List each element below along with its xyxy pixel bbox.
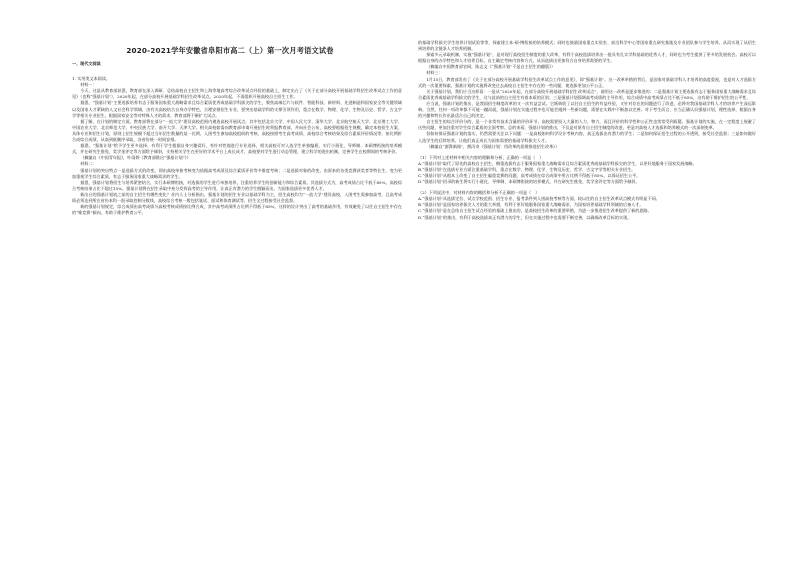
- left-paragraph: 据悉，“强基计划”主要选拔培养有志于服务国家重大战略需求且综合素质优秀或基础学科拔尖的学生，聚焦高端芯片与软件、智能科技、新材料、先进制造和国家安全等关键领域以及国家人才紧缺的人文社会科学领域，由有关高校结合自身办学特色，合理安排招生专业，要突出基础学科的支撑引领作用，重点在数学、物理、化学、生物及历史、哲学、古文字学等相关专业招生。根据国家安全等对特殊人才的需求，教育部将不断扩大试点。: [72, 100, 402, 118]
- answer-option-d: D.“强基计划”招录的新生将实行小班化、导师制、本硕博衔接的培养模式，并在研究生推免、奖学金评定等方面给予倾斜。: [418, 179, 640, 185]
- answer-option-b: B.“强基计划”在选拔专业方面注重基础学科，重点在数学、物理、化学、生物及历史、哲学、古文字学等相关专业招生。: [418, 166, 636, 172]
- source-citation: （摘编自《中国青年报》，叶雨婷《教育部推出“强基计划”》）: [80, 155, 191, 161]
- material-label: 材料二：: [80, 161, 97, 167]
- answer-option-b: B.“强基计划”是国家培养拔尖人才的重大举措，有利于更好地服务国家重大战略需求，为国家培养基础学科领域的后备人才。: [418, 202, 644, 208]
- material-label: 材料三：: [426, 70, 443, 76]
- right-paragraph: 探索多元录取机制，实施“强基计划”，是对现行高校招生制度的重大改革，有利于高校选拔培养出一批具有扎实学科基础的优秀人才，同时也为考生提供了更多的发展机会。高校可以根据自身的办学特色和人才培养目标，自主确定考核内容和方式，从而选拔出更加符合自身培养需要的学生。: [418, 52, 756, 64]
- left-paragraph: 今天，这是从教育部获悉，教育部在深入调研、总结高校自主招生和上海等地高考综合改革试点经验的基础上，制定出台了《关于在部分高校开展基础学科招生改革试点工作的意见》（也称“强基计划”），2020年起，在部分高校开展基础学科招生改革试点。2020年起，不再组织开展高校自主招生工作。: [72, 88, 402, 100]
- source-citation: （摘编自“澎湃新闻”，熊丙奇《强基计划：用改革的思维推进招生改革》）: [426, 143, 560, 149]
- exam-title: 2020-2021学年安徽省阜阳市高二（上）第一次月考语文试卷: [126, 46, 334, 55]
- right-paragraph: 应当说，强基计划的推出，是我国招生制度改革的又一次有益尝试。它既吸收了以往自主招生的有益经验，又针对存在的问题进行了改进，必将对我国基础学科人才的培养产生深远影响。当然，任何一项改革都不可能一蹴而就，强基计划在实施过程中也可能会遇到一些新问题，需要在实践中不断加以完善。对于考生而言，应当正确认识强基计划，理性选择，根据自身的兴趣和特长作出最适合自己的决定。: [418, 100, 756, 119]
- left-paragraph: 新的强基计划规定，综合成绩由高考成绩与高校考核成绩按比例合成，其中高考成绩所占比例不得低于85%，这样的设计突出了高考的基础作用，有效避免了以往自主招生中存在的“唯竞赛”倾向，有助于维护教育公平。: [72, 204, 402, 216]
- left-paragraph: 强基计划的突出特点一是选拔方式的改变，即由高校单独考核变为依据高考成绩及综合素质评价等多维度考核；二是选拔对象的改变，由原来的各类竞赛获奖者等特长生，变为更加重视学生综合素质，有志于服务国家重大战略需求的学生。: [72, 167, 402, 179]
- material-label: 材料一：: [80, 82, 97, 88]
- left-paragraph: 据了解，在计划的制定方面，教育部将在部分“一流大学”建设高校范围内遴选高校开展试点，其中包括北京大学、中国人民大学、清华大学、北京航空航天大学、北京理工大学、中国农业大学、北京师范大学、中央民族大学、南开大学、天津大学。相关高校如需向教育部申请开展招生时须报教育部，并向社会公布，高校要根据招生规模，确定本校招生方案、具体专业和招生计划，原则上招生规模不超过当年招生数量的某一比例。入围考生参加高校组织的考核，高校按照考生高考成绩、高校综合考核结果及综合素质评价情况等，按比例折合成综合成绩，从高到低顺序录取，各省份统一时间安排。: [72, 118, 402, 143]
- source-citation: （摘编自中国教育部官网，陈志文《“强基计划”不是自主招生的翻版》）: [426, 64, 556, 70]
- left-paragraph: 据悉，强基计划将招生与培养紧密结合，实行本硕博衔接，对选拔的学生进行单独培养，注重培养学生的创新能力和综合素质。其选拔方式为，高考成绩占比不低于85%，高校综合考核结果占比不超过15%。强基计划将在招生录取中充分发挥高考的主导作用，让真正有潜力的学生脱颖而出，为国家选拔更多优秀人才。: [72, 179, 402, 191]
- question-stem: （1）下列对上述材料中相关内容的理解和分析，正确的一项是（ ）: [418, 154, 544, 160]
- question-stem: （2）下列说法中，对材料内容的概括和分析不正确的一项是（ ）: [418, 190, 540, 196]
- question-instruction: 1. 实用类文本阅读。: [72, 76, 110, 82]
- right-paragraph: 的基础学科拔尖学生培养计划试验等等，探索建立本-硕-博衔接的培养模式；同时也鼓励国家重点实验室、前沿科学中心等国家重点研究基地及专业团队参与学生培养，从而实现了从招生到培养的全链条人才培养机制。: [418, 40, 756, 52]
- answer-option-c: C.“强基计划”从根本上改变了自主招生偏重竞赛的问题，高考成绩在综合成绩中所占比例不得低于85%，以保证招生公平。: [418, 172, 641, 178]
- right-paragraph: 但如何保证强基计划的落实，仍然需要关注以下问题：一是高校如何科学设计考核内容，真正选拔出有潜力的学生；二是如何保证招生过程的公开透明，接受社会监督；三是如何做好入选学生的后续培养，让他们真正成长为国家需要的基础学科拔尖人才。: [418, 131, 756, 143]
- answer-option-a: A.“强基计划”从选拔定位、试点学校范围、招生专业、报考条件到人围高校考核等方面，较以往的自主招生改革试点模式有明显不同。: [418, 196, 660, 202]
- right-column: [418, 40, 756, 520]
- left-paragraph: 新出台的强基计划较之前的自主招生有哪些变化？业内人士分析指出，强基计划的招生专业以基础学科为主，招生高校均为“一流大学”建设高校，入围考生需参加高考，且高考成绩必须达到所在省份本科一批录取控制分数线，高校综合考核一般包括笔试、面试和体育测试等，招生全过程接受社会监督。: [72, 191, 402, 203]
- answer-option-d: D.“强基计划”的推出，有利于高校选拔真正有潜力的学生，但在实施过程中也需要不断完善，以确保改革目标的实现。: [418, 214, 632, 220]
- right-paragraph: 关于强基计划，我们应当这样看：一是从“2020年起，在部分高校开展基础学科招生改革试点”，说明这一改革是逐步推进的；二是强基计划主要选拔有志于服务国家重大战略需求且综合素质优秀或基础学科拔尖的学生，这与此前的自主招生有着本质的区别；三是强基计划强调高考成绩的主导作用，综合成绩中高考成绩占比不低于85%，这有助于维护招生的公平性。: [418, 88, 756, 100]
- left-column: [72, 60, 402, 530]
- section-heading: 一、现代文阅读: [72, 61, 101, 66]
- answer-option-c: C.“强基计划”是在总结自主招生试点经验的基础上推出的，是高校招生改革的重要举措，为进一步推进招生改革提供了新的思路。: [418, 208, 652, 214]
- left-paragraph: 据悉，“强基计划”给予学生更多选择，有利于学生根据自身兴趣爱好，有针对性地进行专业选择，相关高校可对入选学生单独编班，实行小班化、导师制、本硕博衔接的培养模式，并在研究生推免、奖学金评定等方面给予倾斜，支持相关学生在更好的学术平台上成长成才，高校要对学生进行动态管理，建立科学的进出机制，完善学生在校期间的考核评价。: [72, 143, 402, 155]
- right-paragraph: 自主招生的综合评价分的，是一个非常有技术含量的评价环节，高校需要投入大量的人力、物力，而且评价的科学性和公正性也常常受到质疑。强基计划的实施，在一定程度上规避了这些问题，更加注重对学生综合素质的全面考察。总的来看，强基计划的推出，不仅是对原有自主招生制度的改进，更是对高校人才选拔和培养模式的一次深刻变革。: [418, 119, 756, 131]
- right-paragraph: 1月15日，教育部发布了《关于在部分高校开展基础学科招生改革试点工作的意见》，即“强基计划”。这一改革举措的背后，是国家对基础学科人才培养的高度重视，也是对人才选拔方式的一次重要探索。强基计划的实施将改变过去高校自主招生中存在的一些问题，使选拔更加公平公正。: [418, 76, 756, 88]
- answer-option-a: A.“强基计划”取代了原先的高校自主招生，侧重选拔有志于服务国家重大战略需求且综合素质优秀或基础学科拔尖的学生，以更好地服务于国家发展战略。: [418, 160, 697, 166]
